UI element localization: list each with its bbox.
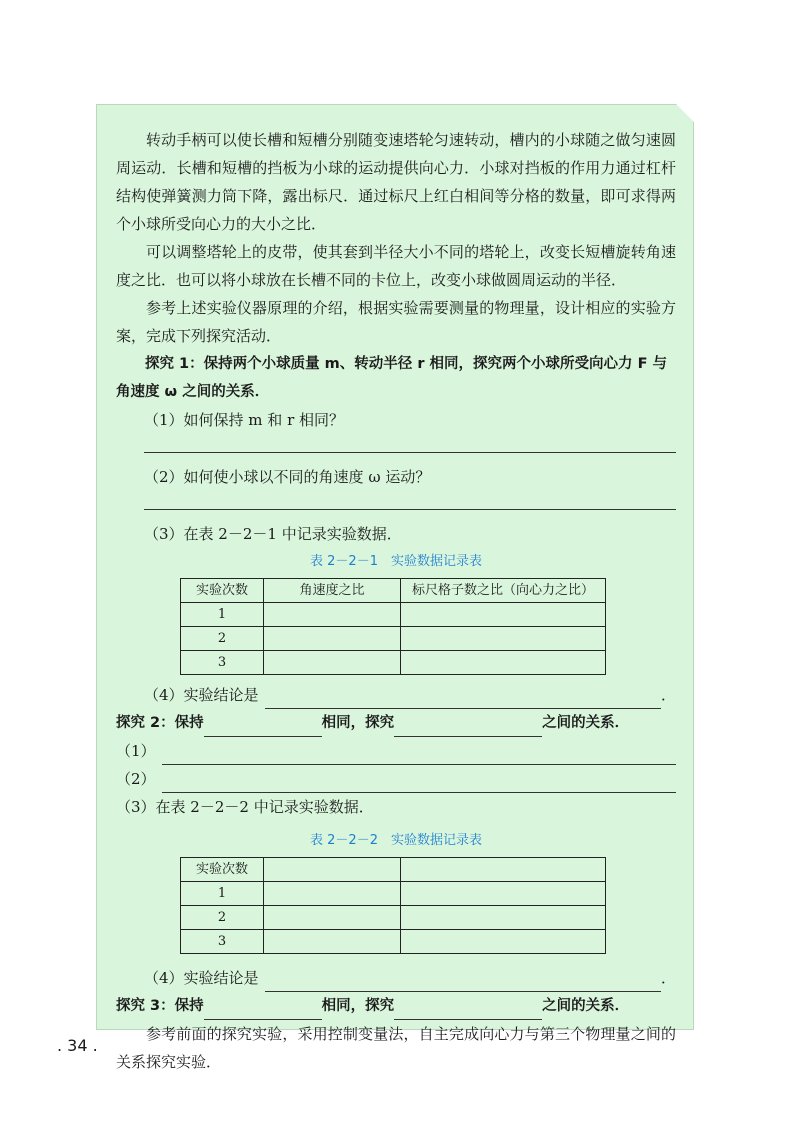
conclusion-blank-2[interactable] (265, 973, 661, 992)
table-cell[interactable] (264, 651, 401, 675)
table-cell[interactable] (401, 651, 606, 675)
answer-line-1-1[interactable] (144, 434, 676, 453)
inquiry-3-heading (116, 992, 676, 1020)
table-cell[interactable] (401, 627, 606, 651)
inquiry-2-conclusion: （4）实验结论是 ． (116, 964, 676, 992)
table-1-header-2: 角速度之比 (264, 579, 401, 603)
inquiry-2-suffix: 之间的关系． (542, 715, 630, 731)
table-cell[interactable] (264, 930, 401, 954)
table-cell[interactable] (401, 882, 606, 906)
paragraph-2: 可以调整塔轮上的皮带，使其套到半径大小不同的塔轮上，改变长短槽旋转角速度之比．也可以将小球放在长槽不同的卡位上，改变小球做圆周运动的半径． (116, 243, 676, 289)
inquiry-3-middle: 相同，探究 (321, 998, 395, 1014)
table-1-row-label: 3 (181, 651, 264, 675)
inquiry-3-prefix: 探究 3：保持 (116, 998, 204, 1014)
table-row (181, 930, 606, 954)
table-cell[interactable] (264, 603, 401, 627)
table-row (181, 627, 606, 651)
inquiry-1-question-2: （2）如何使小球以不同的角速度 ω 运动？ (144, 468, 431, 486)
inquiry-2-question-1: （1） (116, 742, 156, 760)
inquiry-1-conclusion: （4）实验结论是 ． (116, 681, 676, 709)
table-1-caption: 表 2－2－1 实验数据记录表 (310, 554, 482, 569)
table-row (181, 882, 606, 906)
paragraph-1: 转动手柄可以使长槽和短槽分别随变速塔轮匀速转动，槽内的小球随之做匀速圆周运动．长槽和短槽的挡板为小球的运动提供向心力．小球对挡板的作用力通过杠杆结构使弹簧测力筒下降，露出标尺．通过标尺上红白相间等分格的数量，即可求得两个小球所受向心力的大小之比． (116, 131, 676, 233)
inquiry-2-line-2 (116, 765, 676, 793)
inquiry-1-question-3: （3）在表 2－2－1 中记录实验数据． (144, 525, 402, 543)
table-row (181, 858, 606, 882)
inquiry-2-question-3: （3）在表 2－2－2 中记录实验数据． (116, 798, 374, 816)
table-row (181, 603, 606, 627)
inquiry-3-blank-a[interactable] (204, 1001, 322, 1020)
table-row (181, 651, 606, 675)
table-2 (180, 857, 606, 954)
conclusion-blank-1[interactable] (265, 690, 661, 709)
inquiry-2-question-4: （4）实验结论是 (144, 969, 259, 987)
table-cell[interactable] (401, 930, 606, 954)
inquiry-2-question-2: （2） (116, 770, 156, 788)
inquiry-3-paragraph: 参考前面的探究实验，采用控制变量法，自主完成向心力与第三个物理量之间的关系探究实验． (116, 1025, 676, 1071)
inquiry-2-heading (116, 709, 676, 737)
page-content (116, 126, 676, 1076)
table-cell[interactable] (264, 858, 401, 882)
table-cell[interactable] (401, 858, 606, 882)
inquiry-1-heading: 探究 1：保持两个小球质量 m、转动半径 r 相同，探究两个小球所受向心力 F 与角速度 ω 之间的关系． (116, 356, 668, 400)
table-1-header-1: 实验次数 (181, 579, 264, 603)
inquiry-2-blank-a[interactable] (204, 718, 322, 737)
inquiry-2-prefix: 探究 2：保持 (116, 715, 204, 731)
table-row (181, 579, 606, 603)
table-2-header-1: 实验次数 (181, 858, 264, 882)
paragraph-3: 参考上述实验仪器原理的介绍，根据实验需要测量的物理量，设计相应的实验方案，完成下列探究活动． (116, 299, 676, 345)
table-1-row-label: 2 (181, 627, 264, 651)
table-2-caption: 表 2－2－2 实验数据记录表 (310, 833, 482, 848)
inquiry-3-suffix: 之间的关系． (542, 998, 630, 1014)
inquiry-3-blank-b[interactable] (394, 1001, 542, 1020)
table-2-row-label: 3 (181, 930, 264, 954)
answer-line-2-1[interactable] (162, 746, 676, 765)
table-cell[interactable] (264, 627, 401, 651)
table-cell[interactable] (401, 603, 606, 627)
table-1-header-3: 标尺格子数之比（向心力之比） (401, 579, 606, 603)
table-1-row-label: 1 (181, 603, 264, 627)
table-2-row-label: 1 (181, 882, 264, 906)
table-1 (180, 578, 606, 675)
page-number: . 34 . (57, 1036, 98, 1055)
inquiry-2-blank-b[interactable] (394, 718, 542, 737)
inquiry-1-question-1: （1）如何保持 m 和 r 相同？ (144, 411, 345, 429)
table-row (181, 906, 606, 930)
inquiry-1-question-4: （4）实验结论是 (144, 686, 259, 704)
table-cell[interactable] (401, 906, 606, 930)
table-2-row-label: 2 (181, 906, 264, 930)
inquiry-2-line-1 (116, 737, 676, 765)
table-cell[interactable] (264, 906, 401, 930)
answer-line-2-2[interactable] (162, 774, 676, 793)
inquiry-2-middle: 相同，探究 (321, 715, 395, 731)
table-cell[interactable] (264, 882, 401, 906)
answer-line-1-2[interactable] (144, 491, 676, 510)
